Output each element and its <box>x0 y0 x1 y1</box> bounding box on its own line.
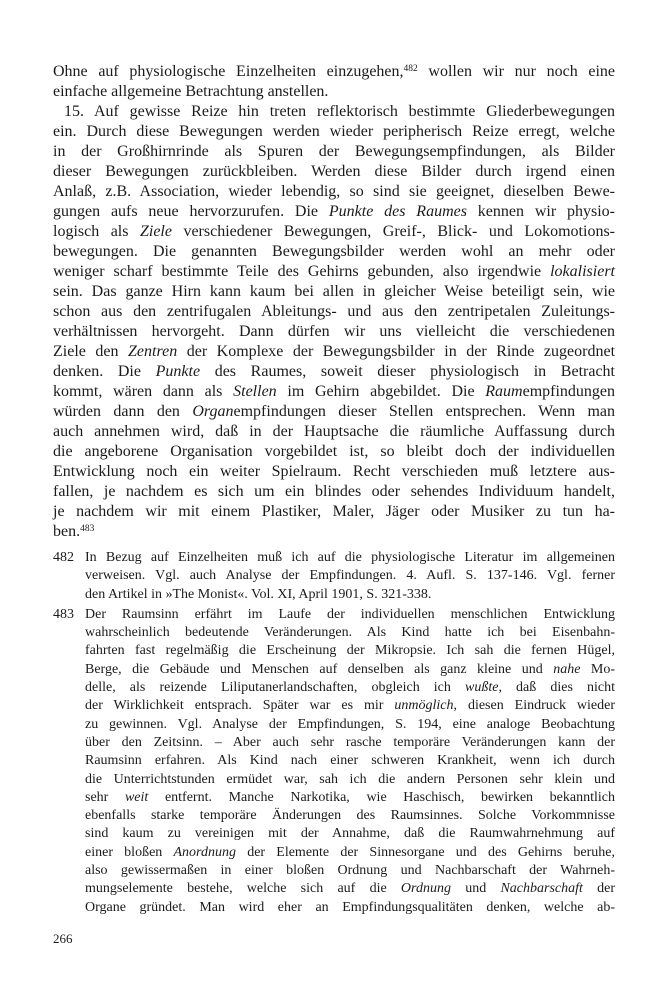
text-line <box>53 142 615 162</box>
italic-text: Organ <box>192 403 234 420</box>
text-line <box>85 807 615 825</box>
footnotes-section <box>53 549 615 917</box>
footnote-number: 482 <box>53 550 74 565</box>
text-line <box>85 679 615 697</box>
footnote-reference: 483 <box>80 523 95 534</box>
text-segment: weniger scharf bestimmte Teile des Gehirns gebunden, also irgendwie <box>53 263 551 280</box>
text-line <box>53 242 615 262</box>
text-segment: auch annehmen wird, daß in der Hauptsache die räumliche Auffassung durch <box>53 423 615 440</box>
text-line <box>53 122 615 142</box>
italic-text: Ordnung <box>400 881 451 897</box>
text-segment: fahrten fast regelmäßig die Erscheinung der Mikropsie. Ich sah die fernen Hügel, <box>85 643 615 659</box>
italic-text: nahe <box>553 661 581 677</box>
text-line <box>85 549 615 567</box>
italic-text: Zentren <box>128 343 178 360</box>
text-segment: In Bezug auf Einzelheiten muß ich auf die physiologische Literatur im allgemeinen <box>85 550 615 565</box>
text-segment: entfernt. Manche Narkotika, wie Haschisch, bewirken bekanntlich <box>148 789 615 805</box>
text-segment: ebenfalls starke temporäre Änderungen des Raumsinnes. Solche Vorkommnisse <box>85 808 615 824</box>
text-line <box>53 262 615 282</box>
text-segment: und <box>450 881 501 897</box>
text-segment: empfindungen dieser Stellen entsprechen. Wenn man <box>233 403 616 420</box>
text-line <box>85 825 615 843</box>
text-segment: empfindungen <box>522 383 616 400</box>
footnote-483 <box>53 606 615 917</box>
text-line <box>85 567 615 585</box>
italic-text: Punkte des Raumes <box>328 203 467 220</box>
text-segment: logisch als <box>53 223 140 240</box>
text-line <box>85 789 615 807</box>
text-line <box>53 482 615 502</box>
text-segment: wollen wir nur noch eine <box>417 63 615 80</box>
text-line <box>53 362 615 382</box>
text-segment: delle, als reizende Liliputanerlandschaften, obgleich ich <box>85 680 465 696</box>
text-segment: Mo- <box>580 661 615 677</box>
text-line <box>53 222 615 242</box>
text-segment: , diesen Eindruck wieder <box>453 698 615 714</box>
text-line <box>85 624 615 642</box>
text-segment: Entwicklung noch ein weiter Spielraum. Recht verschieden muß letztere aus- <box>53 463 615 480</box>
text-segment: Ziele den <box>53 343 129 360</box>
italic-text: Stellen <box>233 383 277 400</box>
text-segment: der Komplexe der Bewegungsbilder in der Rinde zugeordnet <box>177 343 616 360</box>
text-segment: Ohne auf physiologische Einzelheiten einzugehen, <box>53 63 404 80</box>
italic-text: lokalisiert <box>550 263 615 280</box>
text-segment: mungselemente bestehe, welche sich auf die <box>85 881 401 897</box>
text-line <box>85 586 615 604</box>
text-segment: die Unterrichtstunden ermüdet war, sah ich die andern Personen sehr klein und <box>85 771 615 787</box>
text-line <box>85 661 615 679</box>
text-line <box>53 282 615 302</box>
text-line <box>53 442 615 462</box>
text-segment: verhältnissen hervorgeht. Dann dürfen wir uns vielleicht die verschiedenen <box>53 323 615 340</box>
text-segment: in der Großhirnrinde als Spuren der Bewegungsempfindungen, als Bilder <box>53 143 615 160</box>
main-text-block <box>53 62 615 542</box>
text-line <box>85 880 615 898</box>
text-segment: ben. <box>53 523 81 540</box>
text-segment: kennen wir physio- <box>466 203 616 220</box>
text-segment: 15. Auf gewisse Reize hin treten reflektorisch bestimmte Gliederbewegungen <box>64 103 615 120</box>
text-segment: verweisen. Vgl. auch Analyse der Empfindungen. 4. Aufl. S. 137-146. Vgl. ferner <box>85 568 615 584</box>
text-segment: würden dann den <box>53 403 193 420</box>
text-segment: einer bloßen <box>85 844 174 860</box>
text-line <box>85 642 615 660</box>
italic-text: Ziele <box>139 223 172 240</box>
text-line <box>53 502 615 522</box>
text-line <box>53 462 615 482</box>
text-line <box>53 182 615 202</box>
text-line <box>53 162 615 182</box>
text-line <box>53 342 615 362</box>
text-line <box>85 734 615 752</box>
text-segment: kommt, wären dann als <box>53 383 234 400</box>
italic-text: Anordnung <box>173 844 236 860</box>
italic-text: Punkte <box>155 363 201 380</box>
text-segment: wahrscheinlich bedeutende Veränderungen. Als Kind hatte ich bei Eisenbahn- <box>85 625 615 641</box>
text-line <box>53 422 615 442</box>
italic-text: unmöglich <box>394 698 454 714</box>
footnote-482 <box>53 549 615 604</box>
text-segment: die angeborene Organisation vorgebildet ist, so bleibt doch der individuellen <box>53 443 615 460</box>
text-segment: den Artikel in »The Monist«. Vol. XI, April 1901, S. 321-338. <box>85 586 432 602</box>
text-segment: Raumsinn erfahren. Als Kind nach einer schweren Krankheit, wenn ich durch <box>85 753 615 769</box>
italic-text: weit <box>124 789 149 805</box>
text-line <box>53 102 615 122</box>
text-line <box>85 862 615 880</box>
text-line <box>53 82 615 102</box>
text-segment: über den Zeitsinn. – Aber auch sehr rasche temporäre Veränderungen kann der <box>85 734 615 750</box>
page-number: 266 <box>53 931 73 946</box>
text-line <box>85 606 615 624</box>
text-segment: Der Raumsinn erfährt im Laufe der individuellen menschlichen Entwicklung <box>85 606 615 622</box>
text-segment: dieser Bewegungen zurückbleiben. Werden diese Bilder durch irgend einen <box>53 163 615 180</box>
text-segment: gungen aufs neue hervorzurufen. Die <box>53 203 329 220</box>
text-segment: zu gewinnen. Vgl. Analyse der Empfindungen, S. 194, eine analoge Beobachtung <box>85 716 615 732</box>
text-segment: der Elemente der Sinnesorgane und des Gehirns beruhe, <box>235 844 615 860</box>
text-segment: fallen, je nachdem es sich um ein blindes oder sehendes Individuum handelt, <box>53 483 615 500</box>
text-segment: verschiedener Bewegungen, Greif-, Blick- und Lokomotions- <box>171 223 615 240</box>
text-line <box>85 697 615 715</box>
text-segment: der <box>582 881 615 897</box>
italic-text: wußte <box>465 680 499 696</box>
text-segment: Organe gründet. Man wird eher an Empfindungsqualitäten denken, welche ab- <box>85 899 615 915</box>
text-segment: im Gehirn abgebildet. Die <box>276 383 486 400</box>
text-segment: einfache allgemeine Betrachtung anstellen. <box>53 83 329 100</box>
text-segment: sehr <box>85 789 125 805</box>
text-segment: also gewissermaßen in einer bloßen Ordnung und Nachbarschaft der Wahrneh- <box>85 863 615 879</box>
text-line <box>85 899 615 917</box>
text-line <box>85 752 615 770</box>
text-line <box>53 402 615 422</box>
text-segment: , daß dies nicht <box>498 680 615 696</box>
text-line <box>85 771 615 789</box>
footnote-reference: 482 <box>403 63 418 74</box>
text-segment: denken. Die <box>53 363 156 380</box>
text-segment: ein. Durch diese Bewegungen werden wieder peripherisch Reize erregt, welche <box>53 123 615 140</box>
text-line <box>85 716 615 734</box>
text-line <box>53 382 615 402</box>
text-line <box>53 202 615 222</box>
text-line <box>53 302 615 322</box>
italic-text: Nachbarschaft <box>500 881 583 897</box>
italic-text: Raum <box>485 383 523 400</box>
text-segment: der Wirklichkeit entsprach. Später war es mir <box>85 698 395 714</box>
text-segment: des Raumes, soweit dieser physiologisch in Betracht <box>200 363 615 380</box>
text-line <box>85 844 615 862</box>
text-segment: sein. Das ganze Hirn kann kaum bei allen in gleicher Weise beteiligt sein, wie <box>53 283 615 300</box>
footnote-number: 483 <box>53 606 74 622</box>
text-line <box>53 322 615 342</box>
text-segment: schon aus den zentrifugalen Ableitungs- und aus den zentripetalen Zuleitungs- <box>53 303 615 320</box>
text-segment: Berge, die Gebäude und Menschen auf denselben als ganz kleine und <box>85 661 554 677</box>
text-segment: sind kaum zu vereinigen mit der Annahme, daß die Raumwahrnehmung auf <box>85 826 615 842</box>
text-segment: je nachdem wir mit einem Plastiker, Maler, Jäger oder Musiker zu tun ha- <box>53 503 615 520</box>
text-segment: bewegungen. Die genannten Bewegungsbilder werden wohl an mehr oder <box>53 243 615 260</box>
text-segment: Anlaß, z.B. Association, wieder lebendig, so sind sie geeignet, dieselben Bewe- <box>53 183 615 200</box>
text-line <box>53 522 615 542</box>
text-line <box>53 62 615 82</box>
